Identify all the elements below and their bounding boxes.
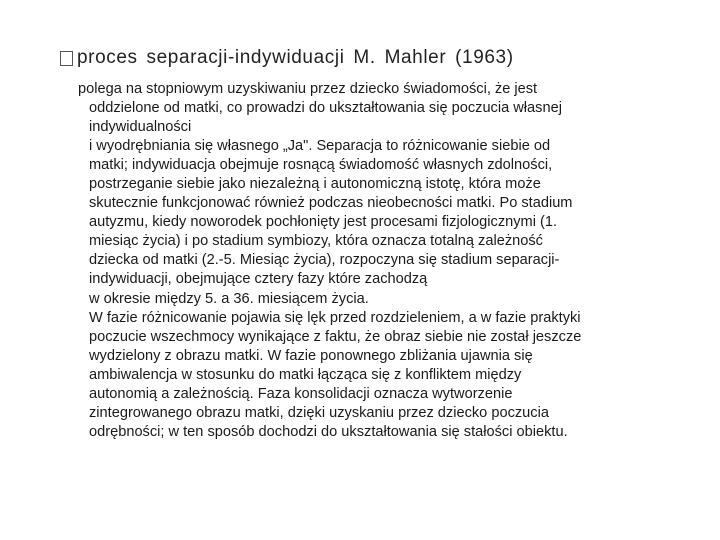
- slide-heading: [60, 47, 514, 69]
- text-line: wydzielony z obrazu matki. W fazie ponownego zbliżania ujawnia się: [89, 347, 533, 364]
- text-line: w okresie między 5. a 36. miesiącem życia.: [89, 290, 369, 307]
- body-paragraph: [78, 80, 706, 442]
- text-line: polega na stopniowym uzyskiwaniu przez dziecko świadomości, że jest: [78, 81, 538, 97]
- text-line: autyzmu, kiedy noworodek pochłonięty jest procesami fizjologicznymi (1.: [89, 214, 558, 231]
- text-line: odrębności; w ten sposób dochodzi do ukształtowania się stałości obiektu.: [89, 423, 568, 440]
- text-line: autonomią a zależnością. Faza konsolidacji oznacza wytworzenie: [89, 385, 513, 402]
- square-bullet-icon: [60, 51, 73, 66]
- text-line: matki; indywiduacja obejmuje rosnącą świadomość własnych zdolności,: [89, 157, 553, 174]
- text-line: skutecznie funkcjonować również podczas nieobecności matki. Po stadium: [89, 195, 573, 212]
- text-line: indywiduacji, obejmujące cztery fazy które zachodzą: [89, 271, 428, 288]
- text-line: oddzielone od matki, co prowadzi do ukształtowania się poczucia własnej: [89, 100, 562, 117]
- text-line: ambiwalencja w stosunku do matki łącząca się z konfliktem między: [89, 366, 522, 383]
- text-line: zintegrowanego obrazu matki, dzięki uzyskaniu przez dziecko poczucia: [89, 404, 549, 421]
- text-line: dziecka od matki (2.-5. Miesiąc życia), rozpoczyna się stadium separacji-: [89, 252, 560, 269]
- text-line: i wyodrębniania się własnego „Ja". Separacja to różnicowanie siebie od: [89, 138, 551, 155]
- text-line: poczucie wszechmocy wynikające z faktu, że obraz siebie nie został jeszcze: [89, 328, 582, 345]
- text-line: miesiąc życia) i po stadium symbiozy, która oznacza totalną zależność: [89, 233, 543, 250]
- text-line: indywidualności: [89, 119, 192, 136]
- text-line: postrzeganie siebie jako niezależną i autonomiczną istotę, która może: [89, 176, 541, 193]
- text-line: W fazie różnicowanie pojawia się lęk przed rozdzieleniem, a w fazie praktyki: [89, 309, 581, 326]
- heading-title: proces separacji-indywiduacji M. Mahler (1963): [77, 47, 514, 68]
